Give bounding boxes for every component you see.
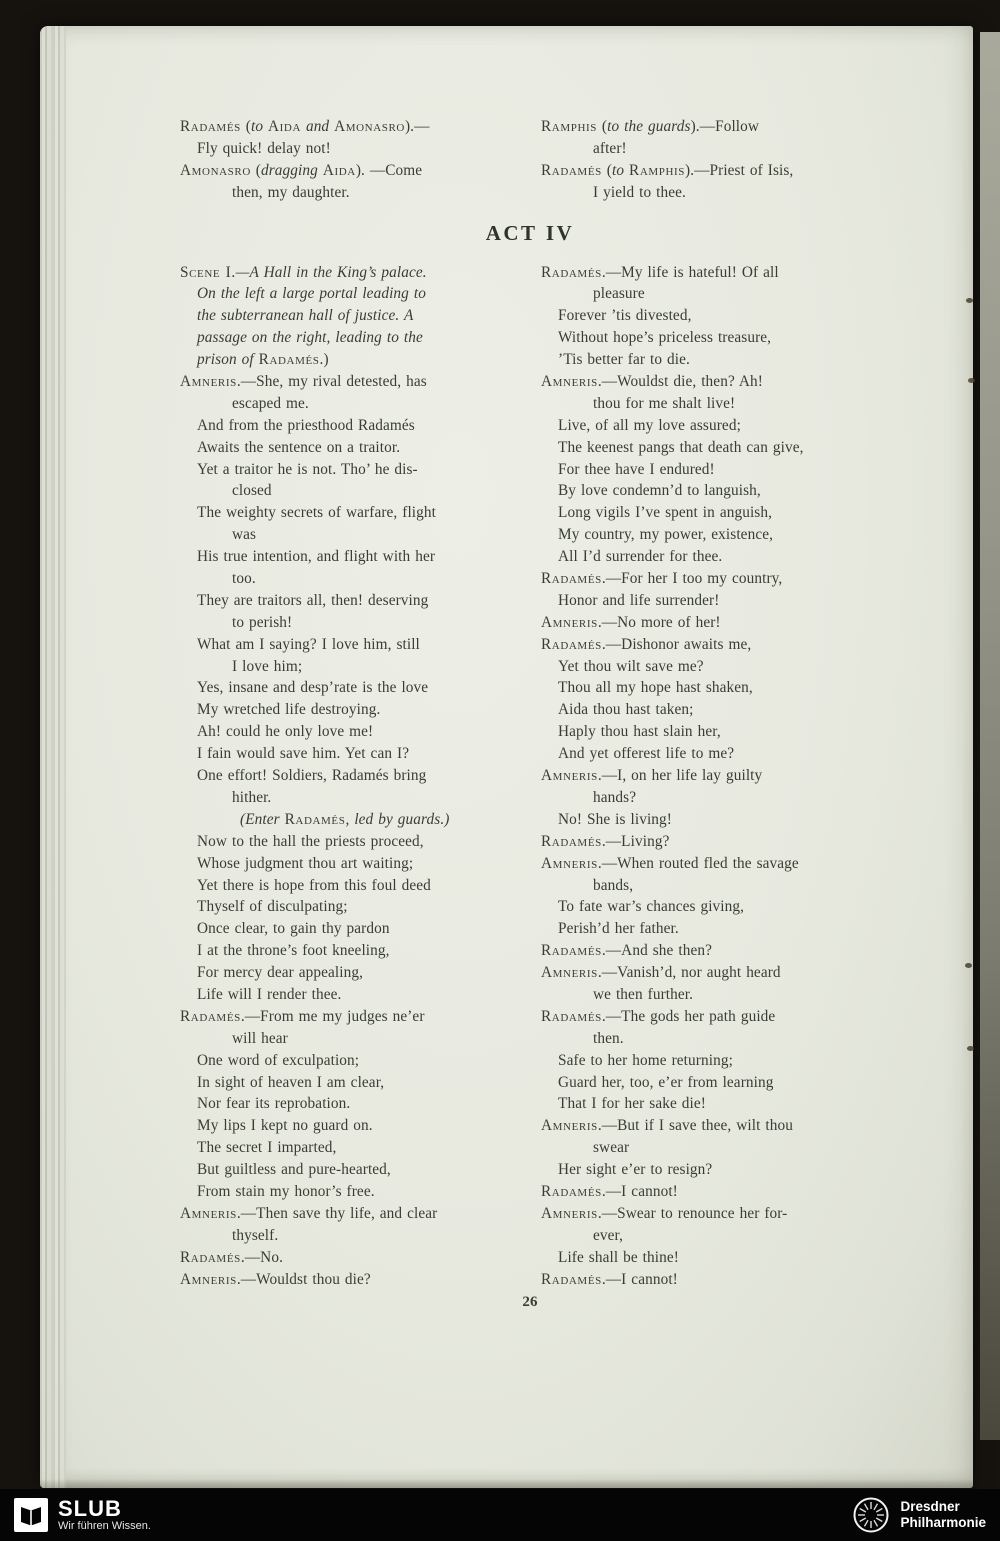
text-line: His true intention, and flight with her	[197, 548, 436, 566]
text-line: was	[232, 526, 257, 544]
text-line: On the left a large portal leading to	[197, 285, 426, 303]
text-line: Amneris.—No more of her!	[541, 613, 721, 631]
text-line: hither.	[232, 788, 272, 806]
slub-tagline: Wir führen Wissen.	[58, 1520, 151, 1532]
text-line: Once clear, to gain thy pardon	[197, 920, 390, 938]
text-line: Yet a traitor he is not. Tho’ he dis-	[197, 460, 418, 478]
text-line: The weighty secrets of warfare, flight	[197, 504, 437, 522]
page-stack-edge	[40, 26, 66, 1488]
text-line: Long vigils I’ve spent in anguish,	[558, 504, 773, 522]
text-line: Ah! could he only love me!	[197, 723, 374, 741]
text-line: Yet there is hope from this foul deed	[197, 876, 431, 894]
text-line: No! She is living!	[558, 810, 672, 828]
text-line: Amneris.—When routed fled the savage	[541, 854, 799, 872]
text-line: Guard her, too, e’er from learning	[558, 1073, 774, 1091]
text-line: But guiltless and pure-hearted,	[197, 1161, 391, 1179]
text-line: They are traitors all, then! deserving	[197, 591, 429, 609]
text-line: ever,	[593, 1226, 624, 1244]
text-line: Without hope’s priceless treasure,	[558, 329, 772, 347]
text-line: Radamés.—For her I too my country,	[541, 570, 783, 588]
right-column	[541, 262, 880, 1291]
text-line: Life will I render thee.	[197, 985, 342, 1003]
pre-act-left-column	[180, 116, 519, 204]
text-line: Radamés (to Ramphis).—Priest of Isis,	[541, 161, 794, 179]
partner-name-line1: Dresdner	[900, 1499, 960, 1514]
text-line: will hear	[232, 1029, 288, 1047]
text-line: Yes, insane and desp’rate is the love	[197, 679, 429, 697]
page-number: 26	[522, 1294, 538, 1311]
text-line: Honor and life surrender!	[558, 591, 720, 609]
text-line: That I for her sake die!	[558, 1095, 706, 1113]
text-line: In sight of heaven I am clear,	[197, 1073, 385, 1091]
text-line: Now to the hall the priests proceed,	[197, 832, 424, 850]
viewer-footer	[0, 1489, 1000, 1541]
text-line: thyself.	[232, 1226, 279, 1244]
slub-logo[interactable]	[14, 1497, 151, 1533]
pre-act-right-column	[541, 116, 880, 204]
text-line: the subterranean hall of justice. A	[197, 307, 414, 325]
text-line: Amonasro (dragging Aida). —Come	[180, 161, 423, 179]
text-line: hands?	[593, 788, 637, 806]
text-line: Scene I.—A Hall in the King’s palace.	[180, 263, 427, 281]
text-line: Radamés (to Aida and Amonasro).—	[180, 118, 430, 135]
text-line: What am I saying? I love him, still	[197, 635, 420, 653]
text-line: Amneris.—Vanish’d, nor aught heard	[541, 964, 781, 982]
text-line: I yield to thee.	[593, 183, 686, 201]
left-column	[180, 262, 519, 1291]
text-line: Aida thou hast taken;	[558, 701, 694, 719]
text-line: For thee have I endured!	[558, 460, 715, 478]
text-line: By love condemn’d to languish,	[558, 482, 761, 500]
text-line: (Enter Radamés, led by guards.)	[240, 810, 450, 828]
philharmonie-emblem-icon	[852, 1496, 890, 1534]
text-line: Awaits the sentence on a traitor.	[197, 438, 401, 456]
text-line: Amneris.—Then save thy life, and clear	[180, 1204, 438, 1222]
text-line: Amneris.—I, on her life lay guilty	[541, 767, 763, 785]
act-body	[180, 262, 880, 1291]
text-line: Radamés.—Dishonor awaits me,	[541, 635, 752, 653]
text-line: Radamés.—My life is hateful! Of all	[541, 263, 779, 281]
text-line: to perish!	[232, 613, 293, 631]
text-line: All I’d surrender for thee.	[558, 548, 723, 566]
text-line: Radamés.—I cannot!	[541, 1182, 678, 1200]
text-line: Thyself of disculpating;	[197, 898, 348, 916]
text-line: Amneris.—Wouldst die, then? Ah!	[541, 373, 764, 391]
text-line: Amneris.—Wouldst thou die?	[180, 1270, 371, 1288]
text-line: escaped me.	[232, 394, 309, 412]
text-line: To fate war’s chances giving,	[558, 898, 745, 916]
binding-stain	[967, 1046, 974, 1051]
dresdner-philharmonie-logo[interactable]	[852, 1496, 986, 1534]
text-line: then.	[593, 1029, 624, 1047]
text-line: The secret I imparted,	[197, 1139, 337, 1157]
text-line: we then further.	[593, 985, 694, 1003]
text-line: Haply thou hast slain her,	[558, 723, 721, 741]
text-line: Amneris.—But if I save thee, wilt thou	[541, 1117, 793, 1135]
text-line: passage on the right, leading to the	[197, 329, 423, 347]
text-line: I at the throne’s foot kneeling,	[197, 942, 390, 960]
text-line: For mercy dear appealing,	[197, 964, 364, 982]
text-line: And yet offerest life to me?	[558, 745, 735, 763]
pre-act-section	[180, 116, 880, 204]
text-line: Radamés.—From me my judges ne’er	[180, 1007, 425, 1025]
text-line: One effort! Soldiers, Radamés bring	[197, 767, 427, 785]
text-line: Radamés.—The gods her path guide	[541, 1007, 776, 1025]
text-line: And from the priesthood Radamés	[197, 416, 415, 434]
binding-stain	[968, 378, 975, 383]
text-line: Ramphis (to the guards).—Follow	[541, 118, 760, 135]
act-heading: ACT IV	[485, 220, 575, 245]
text-line: Her sight e’er to resign?	[558, 1161, 713, 1179]
text-line: Amneris.—Swear to renounce her for-	[541, 1204, 788, 1222]
text-line: prison of Radamés.)	[197, 351, 329, 369]
text-line: bands,	[593, 876, 634, 894]
text-line: My wretched life destroying.	[197, 701, 381, 719]
text-line: Radamés.—I cannot!	[541, 1270, 678, 1288]
slub-book-icon	[14, 1498, 48, 1532]
text-line: pleasure	[593, 285, 645, 303]
text-line: then, my daughter.	[232, 183, 350, 201]
text-line: too.	[232, 570, 256, 588]
text-line: Radamés.—No.	[180, 1248, 283, 1266]
binding-stain	[966, 298, 973, 303]
text-line: Whose judgment thou art waiting;	[197, 854, 414, 872]
text-line: Forever ’tis divested,	[558, 307, 692, 325]
text-line: I love him;	[232, 657, 303, 675]
text-line: Fly quick! delay not!	[197, 139, 331, 157]
adjacent-page-edge	[980, 32, 1000, 1440]
text-line: Thou all my hope hast shaken,	[558, 679, 753, 697]
text-line: One word of exculpation;	[197, 1051, 360, 1069]
slub-wordmark: SLUB	[58, 1496, 122, 1521]
text-line: Live, of all my love assured;	[558, 416, 741, 434]
binding-stain	[965, 963, 972, 968]
text-line: after!	[593, 139, 627, 157]
page-bottom-edge	[40, 1479, 973, 1488]
page-text	[180, 116, 880, 1311]
partner-name-line2: Philharmonie	[900, 1515, 986, 1530]
text-line: closed	[232, 482, 272, 500]
text-line: thou for me shalt live!	[593, 394, 736, 412]
text-line: My lips I kept no guard on.	[197, 1117, 373, 1135]
text-line: swear	[593, 1139, 630, 1157]
text-line: Safe to her home returning;	[558, 1051, 733, 1069]
text-line: Yet thou wilt save me?	[558, 657, 704, 675]
text-line: Radamés.—And she then?	[541, 942, 712, 960]
text-line: The keenest pangs that death can give,	[558, 438, 804, 456]
text-line: Nor fear its reprobation.	[197, 1095, 351, 1113]
text-line: Perish’d her father.	[558, 920, 679, 938]
text-line: From stain my honor’s free.	[197, 1182, 375, 1200]
text-line: My country, my power, existence,	[558, 526, 774, 544]
text-line: Radamés.—Living?	[541, 832, 670, 850]
text-line: Amneris.—She, my rival detested, has	[180, 373, 427, 391]
text-line: Life shall be thine!	[558, 1248, 679, 1266]
text-line: ’Tis better far to die.	[558, 351, 690, 369]
text-line: I fain would save him. Yet can I?	[197, 745, 410, 763]
scan-page	[40, 26, 973, 1488]
